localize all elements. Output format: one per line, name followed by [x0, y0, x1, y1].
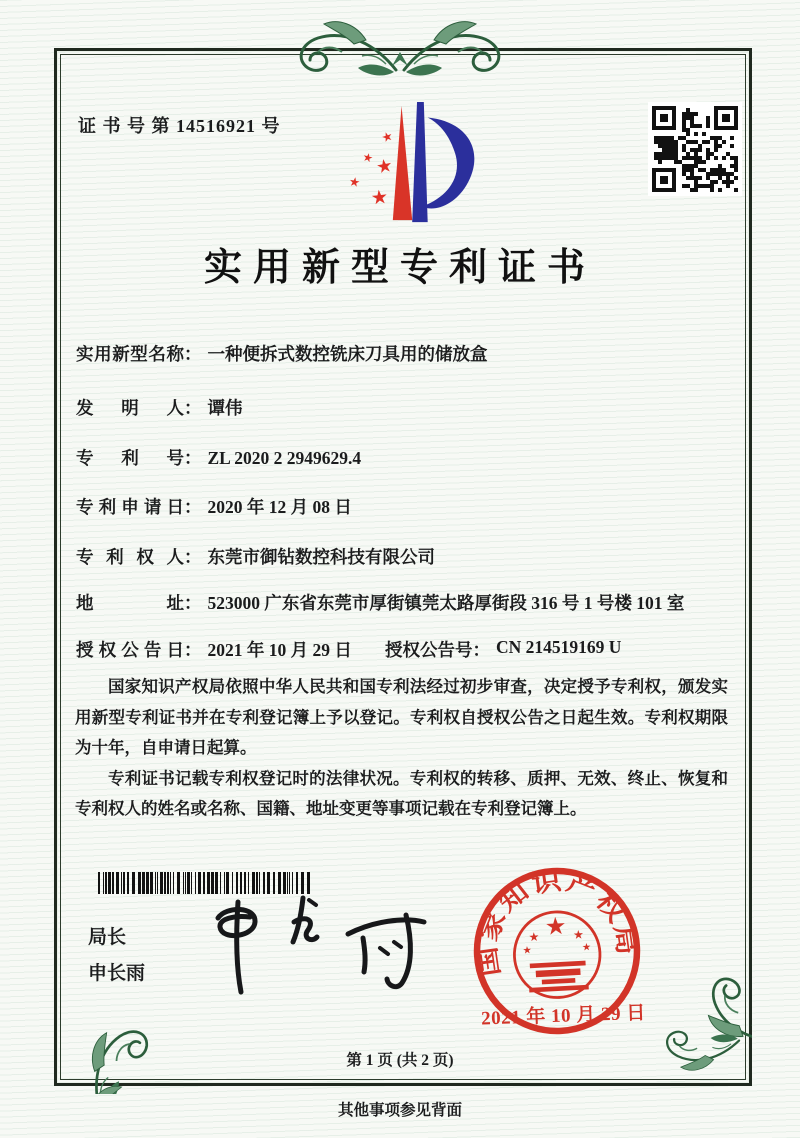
field-label: 授权公告日: [76, 640, 184, 660]
inventor-value: 谭伟: [207, 398, 243, 418]
page-number: 第 1 页 (共 2 页): [346, 1052, 454, 1069]
field-colon: ：: [184, 547, 202, 567]
logo-blue-p-bowl: [422, 117, 474, 208]
patentee-value: 东莞市御钻数控科技有限公司: [207, 547, 435, 567]
field-label: 专利申请日: [76, 497, 184, 517]
field-row-patent-number: [76, 445, 726, 471]
field-label: 专利权人: [76, 547, 184, 567]
commissioner-name: 申长雨: [88, 963, 146, 984]
commissioner-title: 局长: [88, 927, 127, 948]
field-row-address: [76, 590, 726, 616]
publication-number-value: CN 214519169 U: [496, 637, 622, 657]
field-row-publication-number: [385, 637, 621, 662]
utility-model-name-value: 一种便拆式数控铣床刀具用的储放盒: [207, 344, 488, 364]
field-row-grant-date: [76, 637, 386, 663]
field-colon: ：: [184, 398, 202, 418]
field-label: 实用新型名称: [76, 344, 184, 364]
field-colon: ：: [184, 344, 202, 364]
commissioner-signature-handwriting: [198, 882, 438, 1004]
legal-text-block: [75, 672, 728, 825]
svg-text:★: ★: [347, 174, 362, 191]
svg-text:★: ★: [544, 912, 568, 941]
field-colon: ：: [472, 640, 490, 660]
field-row-application-date: [76, 494, 726, 520]
field-colon: ：: [184, 497, 202, 517]
seal-date: 2021 年 10 月 29 日: [480, 1002, 647, 1030]
field-label: 地址: [76, 593, 184, 613]
see-reverse-note: 其他事项参见背面: [337, 1102, 462, 1119]
field-label: 发明人: [76, 398, 184, 418]
svg-text:★: ★: [361, 150, 375, 166]
svg-text:★: ★: [572, 927, 585, 942]
field-colon: ：: [184, 640, 202, 660]
grant-date-value: 2021 年 10 月 29 日: [207, 640, 352, 660]
field-label: 专利号: [76, 448, 184, 468]
logo-blue-bar: [412, 102, 428, 222]
seal-national-emblem: [512, 910, 602, 1000]
qr-code: [648, 102, 742, 196]
field-colon: ：: [184, 593, 202, 613]
field-row-patentee: [76, 544, 726, 570]
logo-red-stars: [348, 129, 395, 210]
svg-text:★: ★: [522, 945, 533, 957]
top-border-flourish-ornament: [278, 8, 522, 82]
bottom-left-corner-flourish-ornament: [46, 984, 188, 1094]
logo-red-wedge: [393, 106, 412, 220]
application-date-value: 2020 年 12 月 08 日: [207, 497, 352, 517]
field-row-inventor: [76, 395, 726, 421]
commissioner-block: [88, 920, 145, 992]
legal-paragraph-2: 专利证书记载专利权登记时的法律状况。专利权的转移、质押、无效、终止、恢复和专利权人的姓名或名称、国籍、地址变更等事项记载在专利登记簿上。: [75, 768, 728, 818]
svg-text:★: ★: [528, 929, 540, 945]
svg-text:★: ★: [374, 155, 395, 178]
seal-arc-text: 国家知识产权局: [474, 868, 640, 978]
certificate-number: 证 书 号 第 14516921 号: [78, 116, 281, 136]
address-value: 523000 广东省东莞市厚街镇莞太路厚街段 316 号 1 号楼 101 室: [207, 593, 685, 613]
legal-paragraph-1: 国家知识产权局依照中华人民共和国专利法经过初步审查，决定授予专利权，颁发实用新型专利证书并在专利登记簿上予以登记。专利权自授权公告之日起生效。专利权期限为十年，自申请日起算。: [75, 677, 728, 757]
svg-text:★: ★: [379, 128, 395, 146]
svg-text:★: ★: [581, 942, 592, 954]
certificate-title: 实用新型专利证书: [203, 247, 596, 289]
field-row-utility-model-name: [76, 341, 726, 367]
cnipa-logo: [325, 92, 480, 232]
field-label: 授权公告号: [385, 640, 473, 660]
patent-number-value: ZL 2020 2 2949629.4: [207, 448, 362, 468]
field-colon: ：: [184, 448, 202, 468]
svg-text:★: ★: [369, 186, 390, 210]
